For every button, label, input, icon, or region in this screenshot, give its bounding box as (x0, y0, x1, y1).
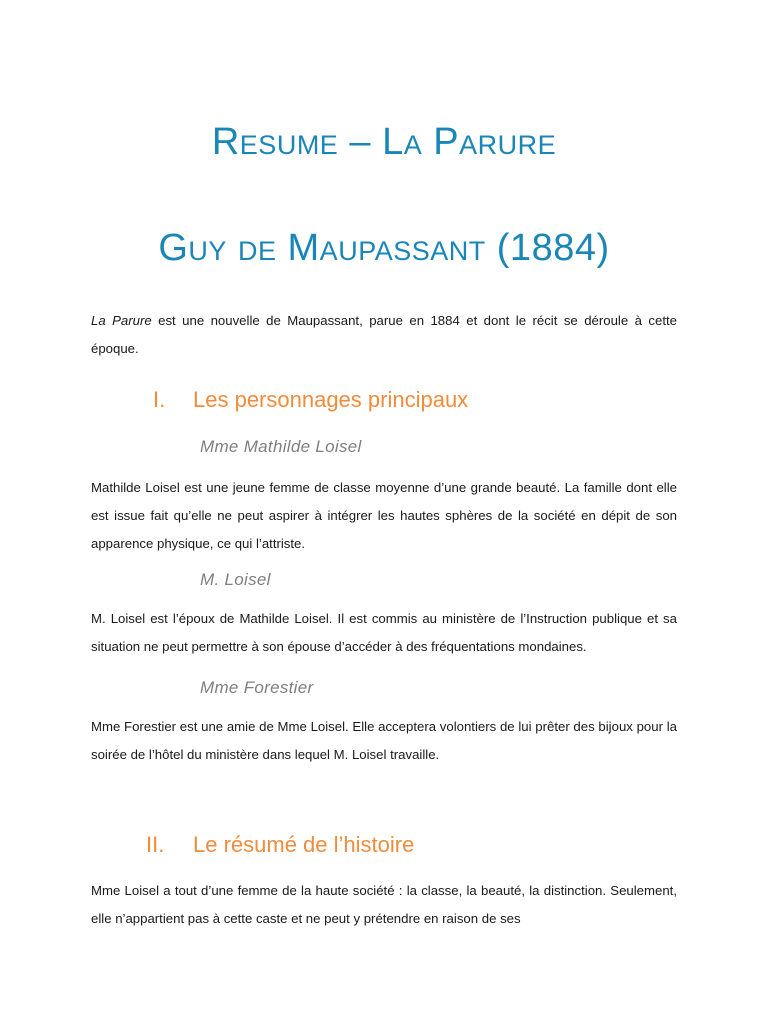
document-title: Resume – La Parure (211, 121, 557, 163)
summary-paragraph: Mme Loisel a tout d’une femme de la haute société : la classe, la beauté, la distinction. Seulement, elle n’appartient pas à cette caste et ne peut y prétendre en raison de ses (91, 883, 677, 926)
section-heading-characters (153, 386, 468, 414)
section-title: Les personnages principaux (193, 387, 469, 412)
character-paragraph-forestier: Mme Forestier est une amie de Mme Loisel. Elle acceptera volontiers de lui prêter des bijoux pour la soirée de l’hôtel du ministère dans lequel M. Loisel travaille. (91, 719, 677, 762)
section-heading-summary (146, 831, 414, 859)
section-title: Le résumé de l’histoire (193, 832, 415, 857)
character-heading-forestier: Mme Forestier (200, 678, 314, 697)
section-number: II. (146, 832, 165, 857)
intro-text: est une nouvelle de Maupassant, parue en 1884 et dont le récit se déroule à cette époque. (91, 313, 677, 356)
character-paragraph-mathilde: Mathilde Loisel est une jeune femme de classe moyenne d’une grande beauté. La famille dont elle est issue fait qu’elle ne peut aspirer à intégrer les hautes sphères de la société en dépit de son apparence physique, ce qui l’attriste. (91, 480, 677, 551)
character-paragraph-loisel: M. Loisel est l’époux de Mathilde Loisel. Il est commis au ministère de l’Instruction publique et sa situation ne peut permettre à son épouse d’accéder à des fréquentations mondaines. (91, 611, 677, 654)
section-number: I. (153, 387, 166, 412)
character-heading-mathilde: Mme Mathilde Loisel (200, 437, 362, 456)
character-heading-loisel: M. Loisel (200, 570, 271, 589)
document-subtitle: Guy de Maupassant (1884) (158, 227, 610, 269)
work-title: La Parure (91, 313, 152, 328)
intro-paragraph (91, 307, 677, 363)
